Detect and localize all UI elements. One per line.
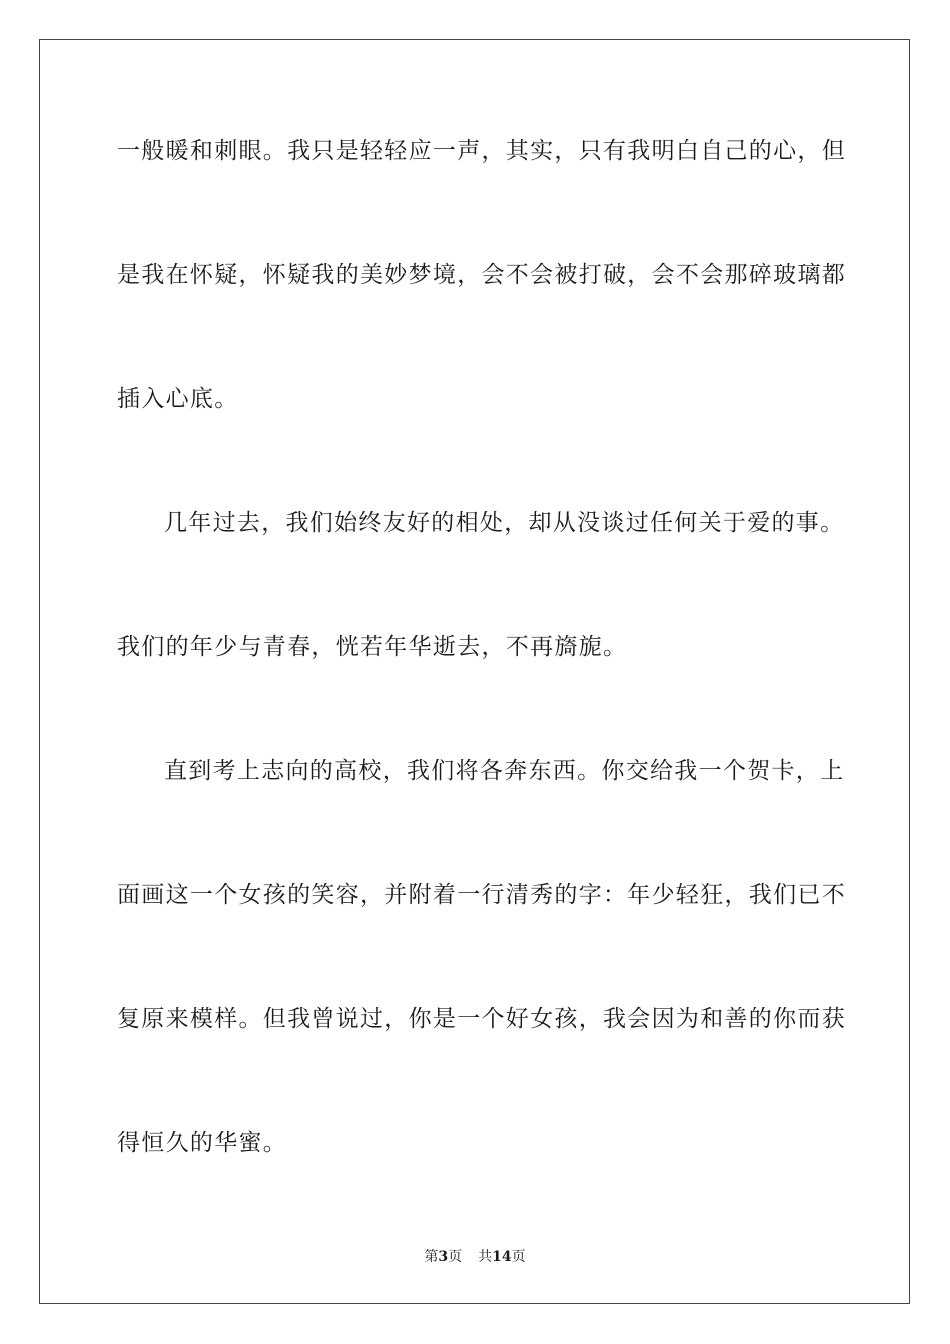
total-prefix: 共 — [478, 1249, 493, 1265]
text-line: 直到考上志向的高校，我们将各奔东西。你交给我一个贺卡，上 — [164, 758, 845, 784]
text-line: 我们的年少与青春，恍若年华逝去，不再旖旎。 — [117, 634, 628, 660]
text-line: 面画这一个女孩的笑容，并附着一行清秀的字：年少轻狂，我们已不 — [117, 882, 846, 908]
page-number: 3 — [438, 1249, 449, 1265]
text-line: 几年过去，我们始终友好的相处，却从没谈过任何关于爱的事。 — [164, 510, 845, 536]
text-line: 插入心底。 — [117, 386, 239, 412]
total-pages: 14 — [492, 1249, 512, 1265]
text-line: 是我在怀疑，怀疑我的美妙梦境，会不会被打破，会不会那碎玻璃都 — [117, 262, 846, 288]
page-suffix: 页 — [448, 1249, 463, 1265]
text-line: 复原来模样。但我曾说过，你是一个好女孩，我会因为和善的你而获 — [117, 1006, 846, 1032]
page-border — [39, 39, 910, 1304]
page-prefix: 第 — [424, 1249, 439, 1265]
text-line: 一般暖和刺眼。我只是轻轻应一声，其实，只有我明白自己的心，但 — [117, 138, 846, 164]
text-line: 得恒久的华蜜。 — [117, 1130, 288, 1156]
page-footer — [0, 1247, 950, 1267]
total-suffix: 页 — [511, 1249, 526, 1265]
